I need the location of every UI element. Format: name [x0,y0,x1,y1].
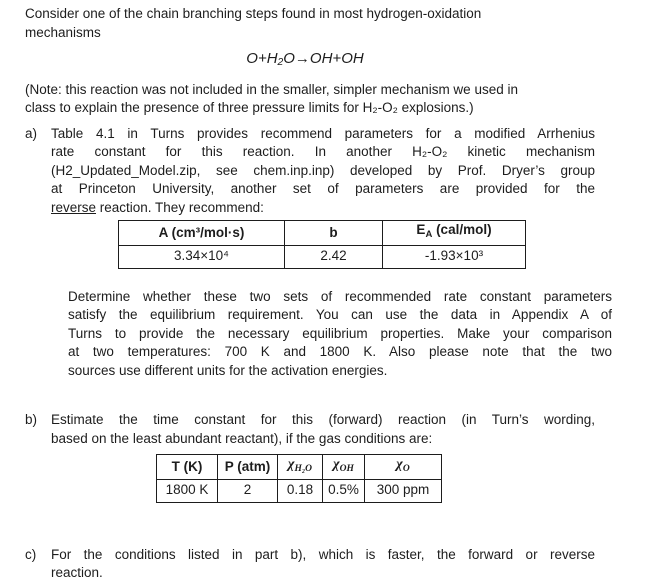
part-a-paragraph [51,125,595,218]
part-c-label: c) [25,546,37,562]
value-cell-chi-oh: 0.5% [323,479,365,502]
text-line: sources use different units for the activation energies. [68,362,388,378]
part-b-label: b) [25,412,38,427]
text-line: based on the least abundant reactant), if the gas conditions are: [51,430,433,446]
text-line: class to explain the presence of three pressure limits for H₂-O₂ explosions.) [25,100,474,115]
value-cell-b: 2.42 [285,245,383,268]
value-cell-chi-h2o: 0.18 [278,479,323,502]
text-line: satisfy the equilibrium requirement. You can use the data in Appendix A of [68,307,612,322]
note-paragraph [25,81,621,118]
header-cell-chi-h2o: $\chi_{H_2O}$ [278,455,323,480]
part-a [25,125,621,218]
table-header-row [119,221,526,246]
part-c [25,546,621,583]
underlined-word: reverse [51,199,97,215]
header-cell-b: b [285,221,383,246]
value-cell-pressure: 2 [218,479,278,502]
value-cell-temperature: 1800 K [157,479,218,502]
header-cell-chi-oh: $\chi_{OH}$ [323,455,365,480]
text-line: (Note: this reaction was not included in the smaller, simpler mechanism we used in [25,81,518,97]
header-cell-A: A (cm³/mol·s) [119,221,285,246]
part-b-paragraph [51,411,595,448]
text-line: Consider one of the chain branching steps found in most hydrogen-oxidation [25,6,482,21]
value-cell-A: 3.34×10⁴ [119,245,285,268]
text-line: For the conditions listed in part b), which is faster, the forward or reverse [51,546,595,562]
header-cell-Ea: $E_A$ (cal/mol) [383,221,526,246]
text-line: Determine whether these two sets of recommended rate constant parameters [68,288,612,304]
text-line: (H2_Updated_Model.zip, see chem.inp.inp) developed by Prof. Dryer’s group [51,162,595,178]
intro-paragraph [25,5,621,42]
arrhenius-parameters-table [118,220,526,269]
part-c-paragraph [51,546,595,583]
reaction-equation: O+H₂O→OH+OH [246,50,364,67]
gas-conditions-table [156,454,442,503]
text-segment: reaction. They recommend: [96,199,264,215]
part-a-followup-paragraph [68,288,612,381]
text-line: reaction. [51,565,103,580]
value-cell-chi-o: 300 ppm [365,479,442,502]
header-cell-temperature: T (K) [157,455,218,480]
table-row [119,245,526,268]
text-line [51,199,595,218]
text-line: rate constant for this reaction. In another H₂-O₂ kinetic mechanism [51,144,595,159]
text-line: Table 4.1 in Turns provides recommend parameters for a modified Arrhenius [51,125,595,141]
header-cell-chi-o: $\chi_O$ [365,455,442,480]
table-row [157,479,442,502]
text-line: at two temperatures: 700 K and 1800 K. Also please note that the two [68,344,612,359]
value-cell-Ea: -1.93×10³ [383,245,526,268]
part-a-label: a) [25,125,38,141]
header-cell-pressure: P (atm) [218,455,278,480]
text-line: at Princeton University, another set of parameters are provided for the [51,181,595,196]
text-line: Turns to provide the necessary equilibrium properties. Make your comparison [68,325,612,341]
part-b [25,411,621,448]
text-line: mechanisms [25,24,101,40]
table-header-row [157,455,442,480]
text-line: Estimate the time constant for this (forward) reaction (in Turn’s wording, [51,412,595,427]
